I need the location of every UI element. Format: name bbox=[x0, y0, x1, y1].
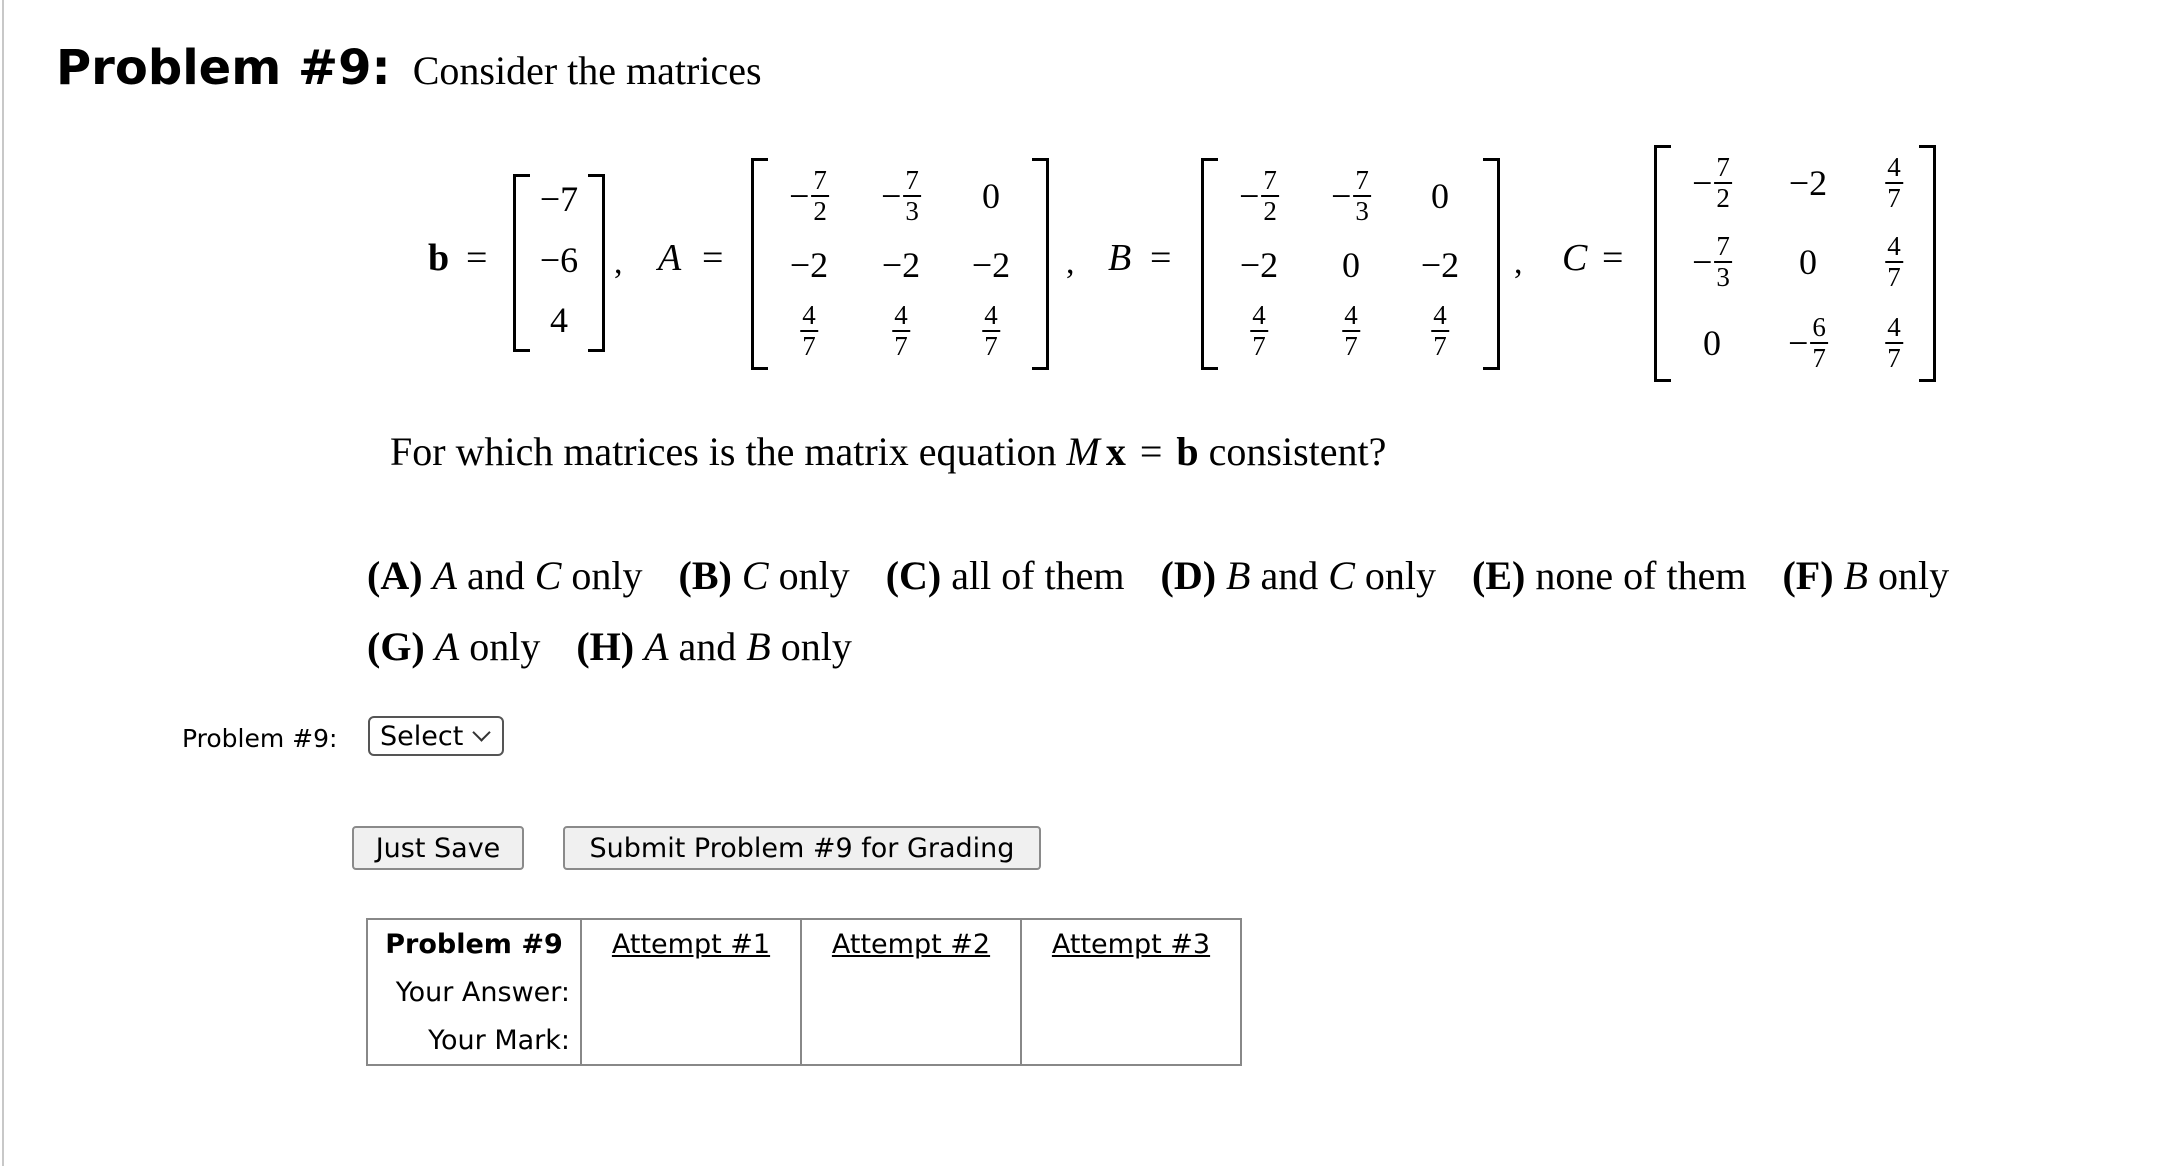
vector-entry: −7 bbox=[539, 179, 579, 219]
matrix-entry bbox=[881, 167, 921, 225]
matrix-entry: −2 bbox=[971, 245, 1011, 285]
matrix-entry bbox=[1788, 314, 1828, 372]
choice-text: only bbox=[459, 624, 541, 669]
choice-text: none of them bbox=[1535, 553, 1747, 598]
question-prefix: For which matrices is the matrix equation bbox=[390, 429, 1067, 474]
answer-cell bbox=[801, 968, 1021, 1016]
left-bracket bbox=[751, 158, 768, 370]
fraction bbox=[982, 302, 1000, 360]
numerator: 7 bbox=[905, 165, 919, 195]
matrix-entry bbox=[1239, 167, 1279, 225]
comma: , bbox=[1066, 244, 1075, 281]
matrix-entry: 0 bbox=[1431, 176, 1449, 216]
matrix-b-label: B bbox=[1108, 237, 1132, 279]
matrix-a-label: A bbox=[658, 237, 682, 279]
fraction bbox=[903, 167, 921, 225]
fraction bbox=[800, 302, 818, 360]
minus-sign: − bbox=[881, 176, 902, 216]
denominator: 3 bbox=[905, 196, 919, 226]
comma: , bbox=[1514, 244, 1523, 281]
choice-matrix-symbol: C bbox=[741, 553, 769, 598]
choice-letter: (E) bbox=[1472, 553, 1526, 598]
denominator: 2 bbox=[1716, 183, 1730, 213]
numerator: 4 bbox=[802, 300, 816, 330]
matrix-entry: 0 bbox=[1703, 323, 1721, 363]
choice-matrix-symbol: A bbox=[434, 624, 460, 669]
left-bracket bbox=[513, 174, 530, 352]
numerator: 4 bbox=[1887, 152, 1901, 182]
denominator: 2 bbox=[813, 196, 827, 226]
matrix-a bbox=[751, 158, 1049, 370]
answer-cell bbox=[1021, 968, 1241, 1016]
select-value: Select bbox=[380, 720, 464, 752]
denominator: 3 bbox=[1716, 262, 1730, 292]
minus-sign: − bbox=[1692, 242, 1713, 282]
matrix-entry: −2 bbox=[1420, 245, 1460, 285]
fraction bbox=[1810, 314, 1828, 372]
problem-heading bbox=[56, 40, 762, 96]
vector-entry: 4 bbox=[550, 300, 568, 340]
numerator: 6 bbox=[1812, 312, 1826, 342]
fraction bbox=[1885, 314, 1903, 372]
denominator: 3 bbox=[1355, 196, 1369, 226]
numerator: 7 bbox=[1355, 165, 1369, 195]
choice-letter: (H) bbox=[576, 624, 635, 669]
vector-entry: −6 bbox=[539, 240, 579, 280]
numerator: 4 bbox=[1252, 300, 1266, 330]
numerator: 4 bbox=[984, 300, 998, 330]
numerator: 7 bbox=[1716, 231, 1730, 261]
numerator: 7 bbox=[1263, 165, 1277, 195]
table-header: Problem #9 bbox=[367, 919, 581, 968]
choice-text: only bbox=[561, 553, 643, 598]
right-bracket bbox=[588, 174, 605, 352]
matrix-entry: 0 bbox=[1342, 245, 1360, 285]
problem-number: Problem #9: bbox=[56, 40, 391, 96]
choice-option bbox=[1782, 553, 1949, 598]
fraction bbox=[892, 302, 910, 360]
left-bracket bbox=[1201, 158, 1218, 370]
choice-matrix-symbol: A bbox=[432, 553, 457, 598]
choice-text: only bbox=[1867, 553, 1950, 598]
question-text bbox=[390, 428, 1386, 475]
matrix-b bbox=[1201, 158, 1500, 370]
choice-text: and bbox=[1250, 553, 1329, 598]
select-label: Problem #9: bbox=[182, 724, 338, 753]
vector-b bbox=[513, 174, 605, 352]
matrix-entry bbox=[1250, 302, 1268, 360]
choice-matrix-symbol: B bbox=[1843, 553, 1868, 598]
choice-text: and bbox=[668, 624, 747, 669]
numerator: 4 bbox=[894, 300, 908, 330]
fraction bbox=[1342, 302, 1360, 360]
choice-matrix-symbol: C bbox=[1328, 553, 1355, 598]
matrix-entry bbox=[1692, 233, 1732, 291]
choice-option bbox=[886, 553, 1125, 598]
choice-matrix-symbol: B bbox=[746, 624, 771, 669]
fraction bbox=[1261, 167, 1279, 225]
choice-option bbox=[679, 553, 850, 598]
fraction bbox=[1714, 233, 1732, 291]
fraction bbox=[1250, 302, 1268, 360]
fraction bbox=[1885, 154, 1903, 212]
matrix-entry bbox=[1431, 302, 1449, 360]
choice-text: only bbox=[770, 624, 852, 669]
choice-option bbox=[1161, 553, 1437, 598]
matrix-entry bbox=[1885, 314, 1903, 372]
matrix-entry bbox=[1342, 302, 1360, 360]
matrix-c-label: C bbox=[1562, 237, 1588, 279]
vector-x-symbol: x bbox=[1105, 429, 1126, 474]
right-bracket bbox=[1919, 145, 1936, 382]
choice-letter: (B) bbox=[678, 553, 732, 598]
matrix-entry: −2 bbox=[1239, 245, 1279, 285]
matrix-m-symbol: M bbox=[1066, 429, 1100, 474]
submit-button[interactable]: Submit Problem #9 for Grading bbox=[563, 826, 1041, 870]
numerator: 7 bbox=[1716, 152, 1730, 182]
mark-cell bbox=[1021, 1016, 1241, 1065]
minus-sign: − bbox=[1239, 176, 1260, 216]
row-label-answer: Your Answer: bbox=[367, 968, 581, 1016]
question-suffix: consistent? bbox=[1198, 429, 1387, 474]
numerator: 7 bbox=[813, 165, 827, 195]
matrix-entry: −2 bbox=[1788, 163, 1828, 203]
numerator: 4 bbox=[1887, 312, 1901, 342]
page-left-border bbox=[2, 0, 4, 1166]
denominator: 7 bbox=[802, 331, 816, 361]
attempt-2-link[interactable]: Attempt #2 bbox=[831, 928, 991, 960]
denominator: 7 bbox=[1887, 183, 1901, 213]
matrix-entry bbox=[789, 167, 829, 225]
fraction bbox=[1353, 167, 1371, 225]
choice-letter: (C) bbox=[885, 553, 942, 598]
choice-option bbox=[367, 553, 643, 598]
attempts-table bbox=[366, 918, 1242, 1066]
matrix-entry bbox=[1885, 233, 1903, 291]
matrix-entry: −2 bbox=[881, 245, 921, 285]
denominator: 7 bbox=[984, 331, 998, 361]
mark-cell bbox=[581, 1016, 801, 1065]
row-label-mark: Your Mark: bbox=[367, 1016, 581, 1065]
choice-option bbox=[1472, 553, 1746, 598]
numerator: 4 bbox=[1344, 300, 1358, 330]
matrix-entry: 0 bbox=[982, 176, 1000, 216]
matrix-entry bbox=[1885, 154, 1903, 212]
attempt-3-link[interactable]: Attempt #3 bbox=[1051, 928, 1211, 960]
answer-select[interactable] bbox=[368, 716, 504, 756]
denominator: 7 bbox=[1887, 343, 1901, 373]
choice-matrix-symbol: C bbox=[534, 553, 562, 598]
matrix-entry: 0 bbox=[1799, 242, 1817, 282]
equals-sign: = bbox=[466, 237, 488, 279]
attempt-1-link[interactable]: Attempt #1 bbox=[611, 928, 771, 960]
numerator: 4 bbox=[1887, 231, 1901, 261]
vector-b-symbol: b bbox=[1176, 429, 1199, 474]
minus-sign: − bbox=[1788, 323, 1809, 363]
choice-matrix-symbol: A bbox=[644, 624, 669, 669]
matrix-entry bbox=[1331, 167, 1371, 225]
fraction bbox=[1431, 302, 1449, 360]
choice-text: all of them bbox=[951, 553, 1125, 598]
choice-matrix-symbol: B bbox=[1226, 553, 1251, 598]
fraction bbox=[1885, 233, 1903, 291]
choice-option bbox=[367, 624, 540, 669]
denominator: 7 bbox=[1887, 262, 1901, 292]
vector-b-label: b bbox=[428, 237, 450, 279]
choice-text: only bbox=[768, 553, 850, 598]
denominator: 7 bbox=[1433, 331, 1447, 361]
answer-cell bbox=[581, 968, 801, 1016]
just-save-button[interactable]: Just Save bbox=[352, 826, 524, 870]
minus-sign: − bbox=[789, 176, 810, 216]
choice-letter: (D) bbox=[1160, 553, 1217, 598]
matrix-entry: −2 bbox=[789, 245, 829, 285]
fraction bbox=[1714, 154, 1732, 212]
matrix-entry bbox=[1692, 154, 1732, 212]
matrix-entry bbox=[982, 302, 1000, 360]
equals-sign: = bbox=[1150, 237, 1172, 279]
right-bracket bbox=[1032, 158, 1049, 370]
choice-letter: (G) bbox=[367, 624, 425, 669]
denominator: 7 bbox=[1812, 343, 1826, 373]
equals-sign: = bbox=[1139, 429, 1163, 474]
choice-option bbox=[576, 624, 852, 669]
right-bracket bbox=[1483, 158, 1500, 370]
matrix-entry bbox=[892, 302, 910, 360]
choice-letter: (A) bbox=[367, 553, 423, 598]
fraction bbox=[811, 167, 829, 225]
comma: , bbox=[614, 244, 623, 281]
mark-cell bbox=[801, 1016, 1021, 1065]
problem-intro: Consider the matrices bbox=[412, 48, 762, 93]
denominator: 2 bbox=[1263, 196, 1277, 226]
denominator: 7 bbox=[1252, 331, 1266, 361]
numerator: 4 bbox=[1433, 300, 1447, 330]
matrix-entry bbox=[800, 302, 818, 360]
chevron-down-icon bbox=[473, 723, 491, 741]
choice-text: only bbox=[1354, 553, 1437, 598]
denominator: 7 bbox=[1344, 331, 1358, 361]
choice-letter: (F) bbox=[1782, 553, 1834, 598]
choice-text: and bbox=[456, 553, 535, 598]
answer-choices bbox=[367, 540, 2167, 682]
denominator: 7 bbox=[894, 331, 908, 361]
minus-sign: − bbox=[1331, 176, 1352, 216]
equals-sign: = bbox=[702, 237, 724, 279]
minus-sign: − bbox=[1692, 163, 1713, 203]
equals-sign: = bbox=[1602, 237, 1624, 279]
matrix-c bbox=[1654, 145, 1936, 382]
left-bracket bbox=[1654, 145, 1671, 382]
